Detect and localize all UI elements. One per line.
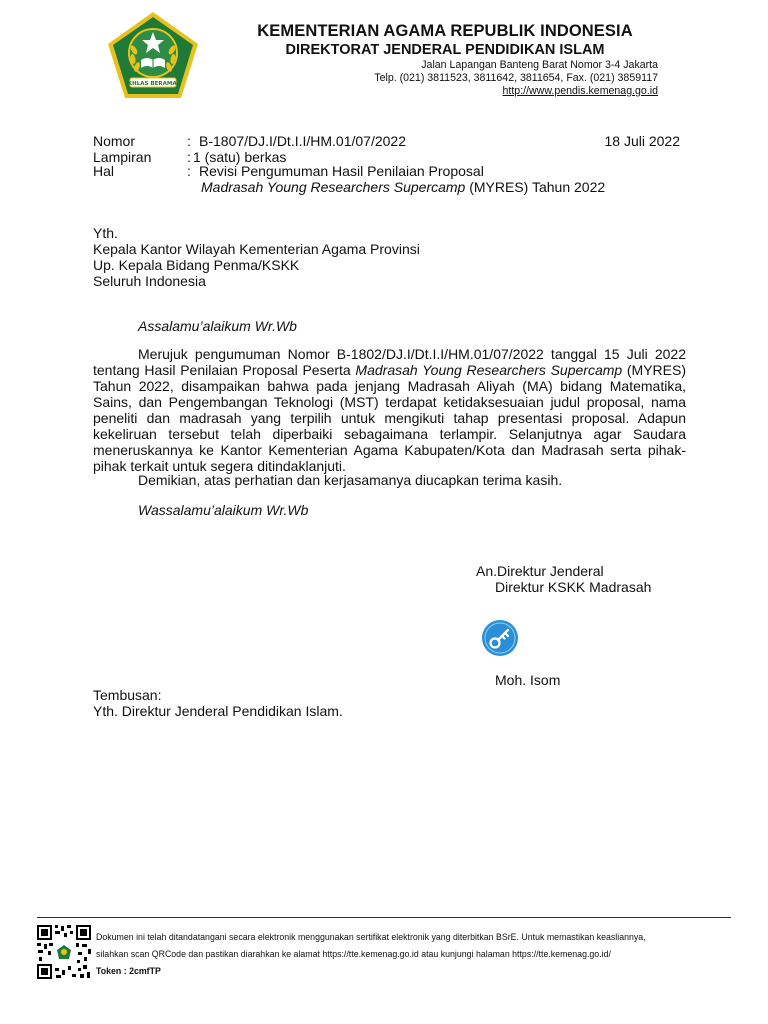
- footer-line-2: silahkan scan QRCode dan pastikan diarahkan ke alamat https://tte.kemenag.go.id atau kunjungi halaman https://tte.kemenag.go.id/: [96, 949, 611, 959]
- body-paragraph-1: [93, 346, 686, 474]
- para1-part-a: Merujuk pengumuman Nomor B-1802/DJ.I/Dt.I.I/HM.01/07/2022 tanggal 15 Juli 2022 tentang Hasil Penilaian Proposal Peserta: [93, 346, 686, 378]
- recipient-yth: Yth.: [93, 225, 118, 241]
- lampiran-label: Lampiran: [93, 149, 152, 165]
- recipient-line1: Kepala Kantor Wilayah Kementerian Agama Provinsi: [93, 241, 420, 257]
- header-directorate: DIREKTORAT JENDERAL PENDIDIKAN ISLAM: [285, 42, 605, 58]
- nomor-label: Nomor: [93, 133, 136, 149]
- signature-line2: Direktur KSKK Madrasah: [495, 579, 652, 595]
- cc-label: Tembusan:: [93, 687, 162, 703]
- cc-item-1: Yth. Direktur Jenderal Pendidikan Islam.: [93, 703, 343, 719]
- closing: Wassalamu’alaikum Wr.Wb: [138, 502, 309, 518]
- hal-line1: Revisi Pengumuman Hasil Penilaian Proposal: [199, 163, 484, 179]
- hal-line2-italic: Madrasah Young Researchers Supercamp: [201, 179, 466, 195]
- nomor-value: B-1807/DJ.I/Dt.I.I/HM.01/07/2022: [199, 133, 406, 149]
- header-phone: Telp. (021) 3811523, 3811642, 3811654, Fax. (021) 3859117: [374, 72, 658, 84]
- logo-motto: IKHLAS BERAMAL: [125, 81, 181, 87]
- para1-part-b: (MYRES) Tahun 2022, disampaikan bahwa pada jenjang Madrasah Aliyah (MA) bidang Matematika, Sains, dan Pengembangan Teknologi (MST) terdapat ketidaksesuaian judul proposal, nama peneliti dan madrasah yang terpilih untuk mengikuti tahap presentasi proposal. Adapun kekeliruan tersebut telah diperbaiki sebagaimana terlampir. Selanjutnya agar Saudara meneruskannya ke Kantor Kementerian Agama Kabupaten/Kota dan Madrasah serta pihak-pihak terkait untuk segera ditindaklanjuti.: [93, 362, 686, 474]
- header-ministry: KEMENTERIAN AGAMA REPUBLIK INDONESIA: [257, 22, 633, 40]
- header-website-link[interactable]: http://www.pendis.kemenag.go.id: [502, 85, 658, 97]
- greeting: Assalamu’alaikum Wr.Wb: [138, 318, 297, 334]
- recipient-line2: Up. Kepala Bidang Penma/KSKK: [93, 257, 300, 273]
- lampiran-colon: :: [187, 149, 191, 165]
- e-signature-icon: [481, 619, 519, 657]
- lampiran-value: 1 (satu) berkas: [193, 149, 287, 165]
- hal-label: Hal: [93, 163, 115, 179]
- body-paragraph-2: Demikian, atas perhatian dan kerjasamanya diucapkan terima kasih.: [138, 472, 563, 488]
- header-address: Jalan Lapangan Banteng Barat Nomor 3-4 Jakarta: [421, 59, 658, 71]
- signature-line1: An.Direktur Jenderal: [476, 563, 604, 579]
- footer-token: Token : 2cmfTP: [96, 966, 161, 976]
- hal-colon: :: [187, 163, 191, 179]
- footer-line-1: Dokumen ini telah ditandatangani secara elektronik menggunakan sertifikat elektronik yang diterbitkan BSrE. Untuk memastikan keasliannya,: [96, 932, 646, 942]
- qr-code: [36, 924, 92, 980]
- letter-date: 18 Juli 2022: [604, 133, 680, 149]
- recipient-line3: Seluruh Indonesia: [93, 273, 206, 289]
- signer-name: Moh. Isom: [495, 672, 561, 688]
- kemenag-logo: [106, 10, 200, 100]
- footer-divider: [37, 917, 731, 918]
- hal-line2: [201, 179, 605, 195]
- header-website-row: [248, 85, 658, 97]
- para1-italic: Madrasah Young Researchers Supercamp: [355, 362, 623, 378]
- hal-line2-rest: (MYRES) Tahun 2022: [465, 179, 606, 195]
- nomor-colon: :: [187, 133, 191, 149]
